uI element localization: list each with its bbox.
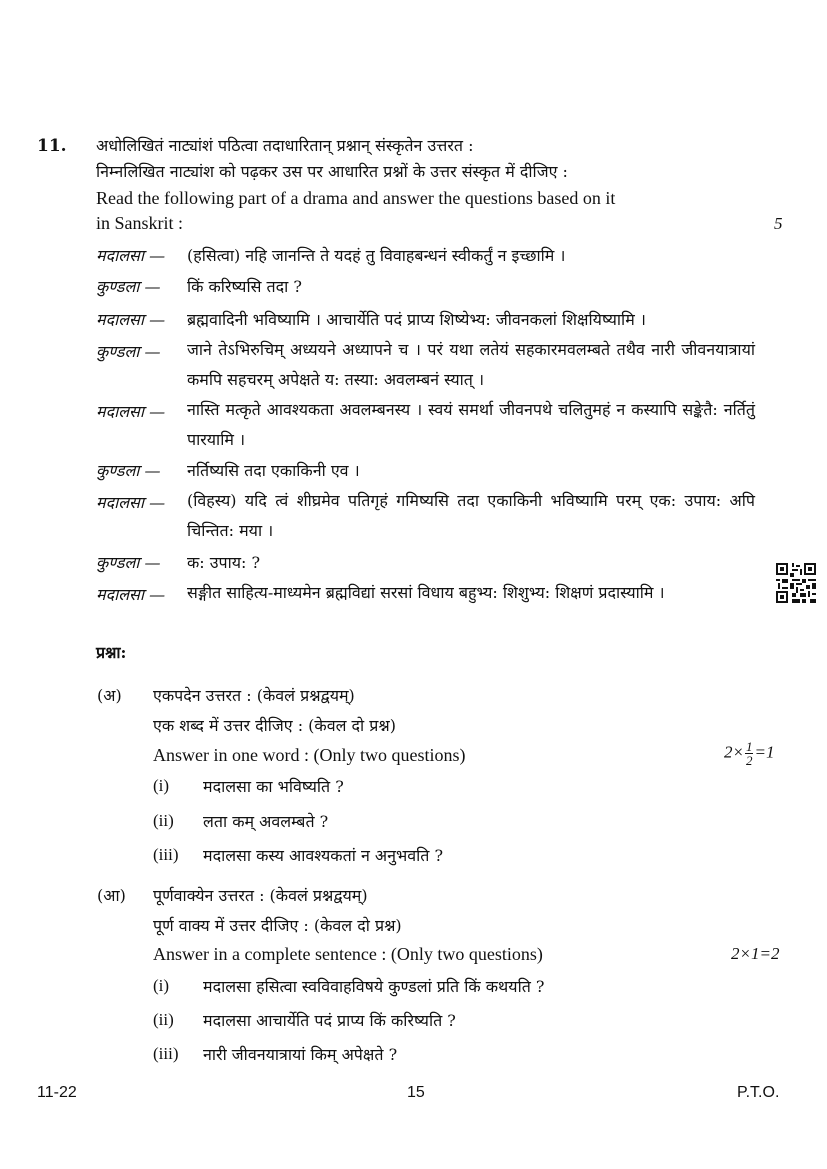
dialogue-line: नास्ति मत्कृते आवश्यकता अवलम्बनस्य । स्वयं समर्था जीवनपथे चलितुमहं न कस्यापि सङ्केतै: नर्तितुं पारयामि । [187,400,755,449]
fraction-denominator: 2 [745,753,753,768]
dialogue-line: किं करिष्यसि तदा ? [187,277,302,296]
footer-code: 11-22 [37,1084,77,1101]
footer-page-number: 15 [407,1084,425,1101]
part-b-title-sanskrit: पूर्णवाक्येन उत्तरत : (केवलं प्रश्नद्वयम्) [153,886,368,905]
question-item: नारी जीवनयात्रायां किम् अपेक्षते ? [203,1045,398,1064]
speaker-kundala: कुण्डला — [96,553,161,572]
speaker-kundala: कुण्डला — [96,342,161,361]
instruction-english-line1: Read the following part of a drama and answer the questions based on it [96,188,616,208]
question-item-number: (iii) [153,845,179,864]
part-a-label: (अ) [97,686,122,705]
part-b-marks: 2×1=2 [731,944,780,963]
question-item-number: (ii) [153,1010,174,1029]
question-item-number: (i) [153,776,170,795]
dialogue-line: (विहस्य) यदि त्वं शीघ्रमेव पतिगृहं गमिष्यसि तदा एकाकिनी भविष्यामि परम् एक: उपाय: अपि चिन्तित: मया । [187,491,755,540]
question-item-number: (i) [153,976,170,995]
instruction-hindi: निम्नलिखित नाट्यांश को पढ़कर उस पर आधारित प्रश्नों के उत्तर संस्कृत में दीजिए : [96,162,568,181]
question-marks: 5 [774,214,783,233]
qr-code-icon [776,563,816,603]
dialogue-line: जाने तेऽभिरुचिम् अध्ययने अध्यापने च । परं यथा लतेयं सहकारमवलम्बते तथैव नारी जीवनयात्रायां कमपि सहचरम् अपेक्षते य: तस्या: अवलम्बनं स्यात् । [187,340,755,389]
part-b-title-hindi: पूर्ण वाक्य में उत्तर दीजिए : (केवल दो प्रश्न) [153,916,402,935]
speaker-madalasa: मदालसा — [96,310,166,329]
questions-heading: प्रश्ना: [96,643,127,662]
dialogue-line: (हसित्वा) नहि जानन्ति ते यदहं तु विवाहबन्धनं स्वीकर्तुं न इच्छामि । [187,246,566,265]
dialogue-line: सङ्गीत साहित्य-माध्यमेन ब्रह्मविद्यां सरसां विधाय बहुभ्य: शिशुभ्य: शिक्षणं प्रदास्यामि । [187,583,665,602]
question-number: 11. [37,136,67,156]
part-a-marks [724,740,774,767]
footer-pto: P.T.O. [737,1084,780,1101]
instruction-english-line2: in Sanskrit : [96,213,184,233]
question-item: मदालसा हसित्वा स्वविवाहविषये कुण्डलां प्रति किं कथयति ? [203,977,545,996]
question-item: मदालसा कस्य आवश्यकतां न अनुभवति ? [203,846,444,865]
dialogue-line: नर्तिष्यसि तदा एकाकिनी एव । [187,461,360,480]
question-item-number: (ii) [153,811,174,830]
speaker-madalasa: मदालसा — [96,493,166,512]
question-item-number: (iii) [153,1044,179,1063]
part-b-title-english: Answer in a complete sentence : (Only two questions) [153,944,543,964]
dialogue-line: ब्रह्मवादिनी भविष्यामि । आचार्येति पदं प्राप्य शिष्येभ्य: जीवनकलां शिक्षयिष्यामि । [187,310,646,329]
part-a-marks-lead: 2× [724,742,744,762]
instruction-sanskrit: अधोलिखितं नाट्यांशं पठित्वा तदाधारितान् प्रश्नान् संस्कृतेन उत्तरत : [96,136,474,155]
speaker-madalasa: मदालसा — [96,585,166,604]
speaker-madalasa: मदालसा — [96,402,166,421]
dialogue-line: क: उपाय: ? [187,553,261,572]
question-item: मदालसा आचार्येति पदं प्राप्य किं करिष्यति ? [203,1011,456,1030]
speaker-kundala: कुण्डला — [96,277,161,296]
part-b-label: (आ) [97,886,126,905]
part-a-title-hindi: एक शब्द में उत्तर दीजिए : (केवल दो प्रश्न) [153,716,396,735]
fraction-numerator: 1 [745,739,753,754]
part-a-title-english: Answer in one word : (Only two questions) [153,745,466,765]
question-item: लता कम् अवलम्बते ? [203,812,329,831]
question-item: मदालसा का भविष्यति ? [203,777,344,796]
part-a-marks-tail: =1 [754,742,775,762]
part-a-marks-fraction [745,740,754,767]
speaker-kundala: कुण्डला — [96,461,161,480]
part-a-title-sanskrit: एकपदेन उत्तरत : (केवलं प्रश्नद्वयम्) [153,686,355,705]
speaker-madalasa: मदालसा — [96,246,166,265]
